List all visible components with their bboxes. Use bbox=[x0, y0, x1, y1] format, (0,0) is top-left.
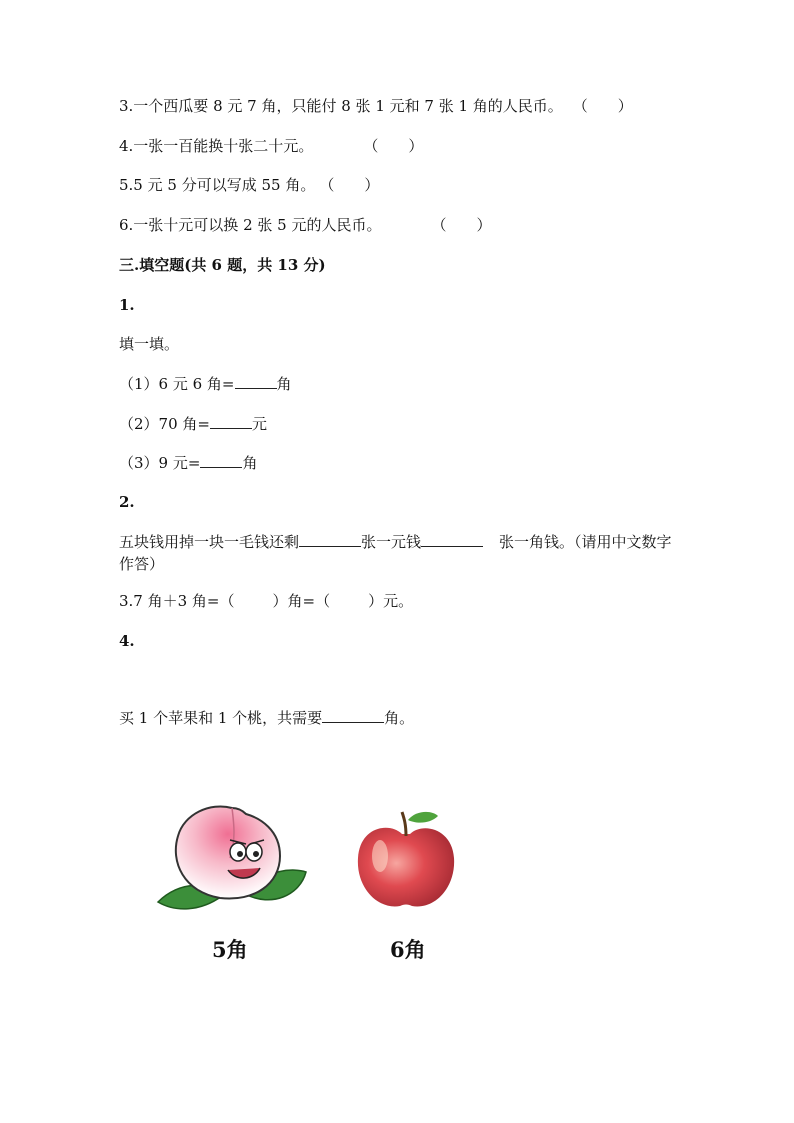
judge-item-text: 4.一张一百能换十张二十元。 bbox=[119, 137, 314, 155]
item-text: （3）9 元= bbox=[119, 454, 201, 472]
apple-price: 6角 bbox=[390, 937, 426, 962]
judge-answer-paren: （ ） bbox=[319, 176, 380, 194]
text-part: 张一元钱 bbox=[361, 533, 422, 551]
item-text: （2）70 角= bbox=[119, 415, 210, 433]
section-heading: 三.填空题(共 6 题，共 13 分) bbox=[119, 256, 326, 274]
question-2-text bbox=[119, 530, 679, 575]
answer-blank[interactable] bbox=[200, 451, 242, 468]
answer-blank[interactable] bbox=[299, 530, 361, 547]
question-1-item-1 bbox=[119, 372, 292, 395]
question-1-prompt: 填一填。 bbox=[119, 335, 180, 353]
text-part: ）元。 bbox=[368, 592, 414, 610]
judge-answer-paren: （ ） bbox=[572, 97, 633, 115]
item-unit: 元 bbox=[251, 415, 267, 433]
text-part: 五块钱用掉一块一毛钱还剩 bbox=[119, 533, 300, 551]
question-1-item-2 bbox=[119, 412, 267, 435]
judge-item-4 bbox=[119, 135, 423, 157]
question-number-2: 2. bbox=[119, 493, 135, 511]
question-3 bbox=[119, 590, 413, 612]
question-1-item-3 bbox=[119, 451, 257, 474]
item-text: （1）6 元 6 角= bbox=[119, 375, 235, 393]
answer-blank[interactable] bbox=[322, 706, 384, 723]
text-part: 张一角钱。（请用中文数字作答） bbox=[119, 533, 672, 573]
judge-answer-paren: （ ） bbox=[431, 216, 492, 234]
text-part: 3.7 角＋3 角=（ bbox=[119, 592, 235, 610]
judge-answer-paren: （ ） bbox=[363, 137, 424, 155]
peach-image bbox=[150, 800, 310, 920]
question-4-text bbox=[119, 706, 414, 729]
question-number-1: 1. bbox=[119, 296, 135, 314]
text-part: 买 1 个苹果和 1 个桃，共需要 bbox=[119, 709, 323, 727]
judge-item-3 bbox=[119, 95, 633, 117]
apple-image bbox=[350, 806, 460, 916]
peach-price: 5角 bbox=[212, 937, 248, 962]
text-part: 角。 bbox=[384, 709, 415, 727]
question-number-4: 4. bbox=[119, 632, 135, 650]
item-unit: 角 bbox=[242, 454, 258, 472]
item-unit: 角 bbox=[276, 375, 292, 393]
judge-item-5 bbox=[119, 174, 379, 196]
answer-blank[interactable] bbox=[210, 412, 252, 429]
judge-item-text: 6.一张十元可以换 2 张 5 元的人民币。 bbox=[119, 216, 382, 234]
judge-item-6 bbox=[119, 214, 492, 236]
answer-blank[interactable] bbox=[235, 372, 277, 389]
text-part: ）角=（ bbox=[272, 592, 331, 610]
judge-item-text: 3.一个西瓜要 8 元 7 角，只能付 8 张 1 元和 7 张 1 角的人民币。 bbox=[119, 97, 563, 115]
judge-item-text: 5.5 元 5 分可以写成 55 角。 bbox=[119, 176, 316, 194]
answer-blank[interactable] bbox=[421, 530, 483, 547]
